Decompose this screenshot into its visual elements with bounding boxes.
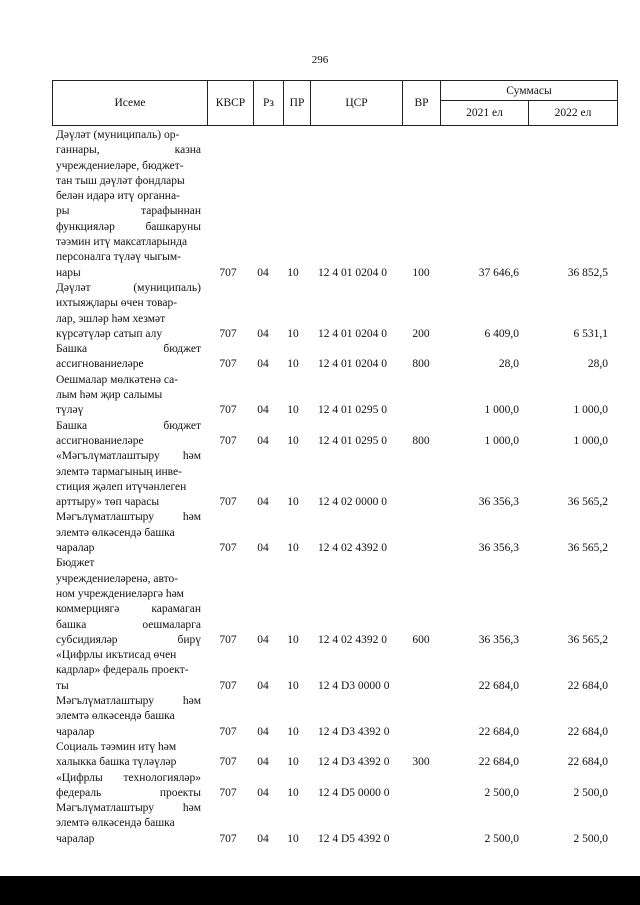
row-vr: 100 <box>412 266 430 279</box>
row-name-line: элемтә тармагының инве- <box>56 465 182 478</box>
row-sum-2022: 22 684,0 <box>567 725 608 738</box>
row-rz: 04 <box>257 679 269 692</box>
row-pr: 10 <box>287 725 299 738</box>
row-name <box>56 771 201 802</box>
row-kvsr: 707 <box>219 725 237 738</box>
row-name-line: тәэмин итү максатларында <box>56 236 188 249</box>
row-vr <box>408 832 434 847</box>
row-name-line: ганнары, казна <box>56 144 201 157</box>
row-sum-2021: 28,0 <box>498 358 519 371</box>
row-csr: 12 4 01 0204 0 <box>318 327 387 340</box>
row-name-line: функцияләр башкаруны <box>56 220 201 233</box>
row-vr <box>408 541 434 556</box>
row-name-line: Башка бюджет <box>56 419 201 432</box>
row-kvsr: 707 <box>219 327 237 340</box>
row-vr: 200 <box>412 327 430 340</box>
row-rz: 04 <box>257 633 269 646</box>
row-name-line: халыкка башка түләүләр <box>56 756 177 769</box>
row-name <box>56 373 201 419</box>
row-sum-2021: 22 684,0 <box>478 679 519 692</box>
row-rz: 04 <box>257 434 269 447</box>
row-name-line: «Цифрлы технологияләр» <box>56 771 201 784</box>
header-sums-group <box>441 81 617 125</box>
row-csr: 12 4 D3 4392 0 <box>318 756 390 769</box>
header-year-2021: 2021 ел <box>441 101 529 125</box>
header-pr: ПР <box>284 81 311 125</box>
row-kvsr: 707 <box>219 496 237 509</box>
row-name <box>56 342 201 373</box>
row-name-line: ассигнованиеләре <box>56 434 144 447</box>
row-csr: 12 4 01 0295 0 <box>318 434 387 447</box>
table-row <box>0 373 640 419</box>
header-sums: Суммасы <box>441 81 617 101</box>
row-name-line: ты <box>56 679 69 692</box>
row-name-line: белән идарә итү органна- <box>56 190 180 203</box>
row-name-line: Мәгълүматлаштыру һәм <box>56 511 201 524</box>
row-sum-2022: 28,0 <box>587 358 608 371</box>
row-rz: 04 <box>257 542 269 555</box>
table-row <box>0 281 640 342</box>
row-name <box>56 740 201 771</box>
header-name: Исеме <box>53 81 208 125</box>
row-csr: 12 4 01 0204 0 <box>318 358 387 371</box>
row-rz: 04 <box>257 496 269 509</box>
row-sum-2022: 36 565,2 <box>567 496 608 509</box>
row-name-line: Мәгълүматлаштыру һәм <box>56 802 201 815</box>
row-name-line: ном учреждениеләргә һәм <box>56 587 184 600</box>
row-name-line: коммерциягә карамаган <box>56 603 201 616</box>
row-vr: 800 <box>412 434 430 447</box>
row-name-line: элемтә өлкәсендә башка <box>56 817 175 830</box>
row-pr: 10 <box>287 404 299 417</box>
scan-bottom-border <box>0 876 640 905</box>
row-name <box>56 128 201 281</box>
row-sum-2021: 2 500,0 <box>484 786 519 799</box>
row-csr: 12 4 01 0204 0 <box>318 266 387 279</box>
row-kvsr: 707 <box>219 679 237 692</box>
table-body <box>0 128 640 847</box>
row-name-line: персоналга түләү чыгым- <box>56 251 181 264</box>
row-name-line: чаралар <box>56 542 95 555</box>
header-csr: ЦСР <box>311 81 403 125</box>
row-kvsr: 707 <box>219 633 237 646</box>
row-pr: 10 <box>287 756 299 769</box>
row-csr: 12 4 D5 4392 0 <box>318 832 390 845</box>
row-vr <box>408 786 434 801</box>
row-pr: 10 <box>287 633 299 646</box>
row-rz: 04 <box>257 725 269 738</box>
table-row <box>0 556 640 648</box>
table-row <box>0 128 640 281</box>
row-name-line: күрсәтүләр сатып алу <box>56 327 163 340</box>
row-name-line: «Мәгълүматлаштыру һәм <box>56 450 201 463</box>
row-pr: 10 <box>287 496 299 509</box>
row-sum-2021: 37 646,6 <box>478 266 519 279</box>
row-pr: 10 <box>287 327 299 340</box>
row-rz: 04 <box>257 756 269 769</box>
row-sum-2022: 36 565,2 <box>567 633 608 646</box>
row-name-line: ихтыяҗлары өчен товар- <box>56 297 178 310</box>
row-rz: 04 <box>257 266 269 279</box>
row-name-line: түләү <box>56 404 84 417</box>
row-csr: 12 4 D3 0000 0 <box>318 679 390 692</box>
row-sum-2021: 22 684,0 <box>478 725 519 738</box>
row-csr: 12 4 D5 0000 0 <box>318 786 390 799</box>
row-pr: 10 <box>287 832 299 845</box>
row-csr: 12 4 02 4392 0 <box>318 633 387 646</box>
row-name <box>56 281 201 342</box>
row-vr: 600 <box>412 633 430 646</box>
row-name <box>56 510 201 556</box>
row-sum-2022: 1 000,0 <box>573 404 608 417</box>
row-pr: 10 <box>287 786 299 799</box>
row-name-line: Социаль тәэмин итү һәм <box>56 740 177 753</box>
row-name-line: «Цифрлы икътисад өчен <box>56 649 177 662</box>
row-name-line: Дәүләт (муниципаль) <box>56 282 201 294</box>
row-rz: 04 <box>257 358 269 371</box>
row-kvsr: 707 <box>219 756 237 769</box>
row-sum-2022: 2 500,0 <box>573 786 608 799</box>
row-rz: 04 <box>257 786 269 799</box>
row-name <box>56 449 201 510</box>
row-name <box>56 419 201 450</box>
row-name-line: субсидияләр бирү <box>56 633 201 646</box>
table-row <box>0 449 640 510</box>
row-sum-2021: 36 356,3 <box>478 633 519 646</box>
row-sum-2021: 1 000,0 <box>484 434 519 447</box>
row-sum-2021: 1 000,0 <box>484 404 519 417</box>
table-row <box>0 771 640 802</box>
row-name-line: чаралар <box>56 725 95 738</box>
header-rz: Рз <box>254 81 284 125</box>
row-csr: 12 4 01 0295 0 <box>318 404 387 417</box>
row-sum-2022: 1 000,0 <box>573 434 608 447</box>
row-kvsr: 707 <box>219 542 237 555</box>
row-vr <box>408 495 434 510</box>
row-name-line: лар, эшләр һәм хезмәт <box>56 312 166 325</box>
row-sum-2022: 2 500,0 <box>573 832 608 845</box>
row-name-line: стиция җәлеп итүчәнлеген <box>56 480 187 493</box>
table-row <box>0 342 640 373</box>
row-name-line: Мәгълүматлаштыру һәм <box>56 695 201 708</box>
row-name-line: башка оешмаларга <box>56 618 201 631</box>
row-kvsr: 707 <box>219 434 237 447</box>
row-sum-2021: 36 356,3 <box>478 542 519 555</box>
row-name-line: лым һәм җир салымы <box>56 389 163 402</box>
row-sum-2022: 36 852,5 <box>567 266 608 279</box>
row-rz: 04 <box>257 404 269 417</box>
row-kvsr: 707 <box>219 404 237 417</box>
row-rz: 04 <box>257 327 269 340</box>
table-header <box>52 80 618 126</box>
row-kvsr: 707 <box>219 786 237 799</box>
row-pr: 10 <box>287 358 299 371</box>
row-pr: 10 <box>287 434 299 447</box>
row-vr <box>408 679 434 694</box>
row-name-line: кадрлар» федераль проект- <box>56 664 189 677</box>
row-kvsr: 707 <box>219 832 237 845</box>
row-rz: 04 <box>257 832 269 845</box>
row-name-line: учреждениеләре, бюджет- <box>56 159 184 172</box>
row-name-line: учреждениеләренә, авто- <box>56 572 179 585</box>
row-vr <box>408 725 434 740</box>
row-name <box>56 801 201 847</box>
table-row <box>0 801 640 847</box>
table-row <box>0 648 640 694</box>
row-pr: 10 <box>287 542 299 555</box>
table-row <box>0 740 640 771</box>
row-sum-2022: 36 565,2 <box>567 542 608 555</box>
row-name-line: чаралар <box>56 832 95 845</box>
row-sum-2021: 6 409,0 <box>484 327 519 340</box>
row-sum-2022: 22 684,0 <box>567 756 608 769</box>
row-name <box>56 556 201 648</box>
row-name-line: нары <box>56 266 81 279</box>
row-pr: 10 <box>287 266 299 279</box>
page-number: 296 <box>311 54 329 66</box>
row-name-line: тан тыш дәүләт фондлары <box>56 174 185 187</box>
row-vr: 300 <box>412 756 430 769</box>
row-name <box>56 694 201 740</box>
header-year-2022: 2022 ел <box>554 107 592 119</box>
row-name-line: ассигнованиеләре <box>56 358 144 371</box>
row-name <box>56 648 201 694</box>
row-name-line: Бюджет <box>56 557 95 570</box>
row-name-line: федераль проекты <box>56 786 201 799</box>
row-kvsr: 707 <box>219 266 237 279</box>
row-sum-2022: 6 531,1 <box>573 327 608 340</box>
row-csr: 12 4 02 0000 0 <box>318 496 387 509</box>
row-name-line: элемтә өлкәсендә башка <box>56 710 175 723</box>
row-sum-2021: 2 500,0 <box>484 832 519 845</box>
table-row <box>0 510 640 556</box>
row-kvsr: 707 <box>219 358 237 371</box>
row-csr: 12 4 D3 4392 0 <box>318 725 390 738</box>
row-sum-2021: 22 684,0 <box>478 756 519 769</box>
row-name-line: арттыру» төп чарасы <box>56 496 160 509</box>
row-pr: 10 <box>287 679 299 692</box>
row-csr: 12 4 02 4392 0 <box>318 542 387 555</box>
row-vr <box>408 403 434 418</box>
row-name-line: Башка бюджет <box>56 343 201 356</box>
header-vr: ВР <box>403 81 441 125</box>
row-name-line: Дәүләт (муниципаль) ор- <box>56 129 180 141</box>
row-name-line: ры тарафыннан <box>56 205 201 218</box>
table-row <box>0 419 640 450</box>
row-sum-2021: 36 356,3 <box>478 496 519 509</box>
row-name-line: элемтә өлкәсендә башка <box>56 526 175 539</box>
header-kvsr: КВСР <box>208 81 254 125</box>
row-sum-2022: 22 684,0 <box>567 679 608 692</box>
table-row <box>0 694 640 740</box>
row-vr: 800 <box>412 358 430 371</box>
row-name-line: Оешмалар мөлкәтенә са- <box>56 373 179 386</box>
